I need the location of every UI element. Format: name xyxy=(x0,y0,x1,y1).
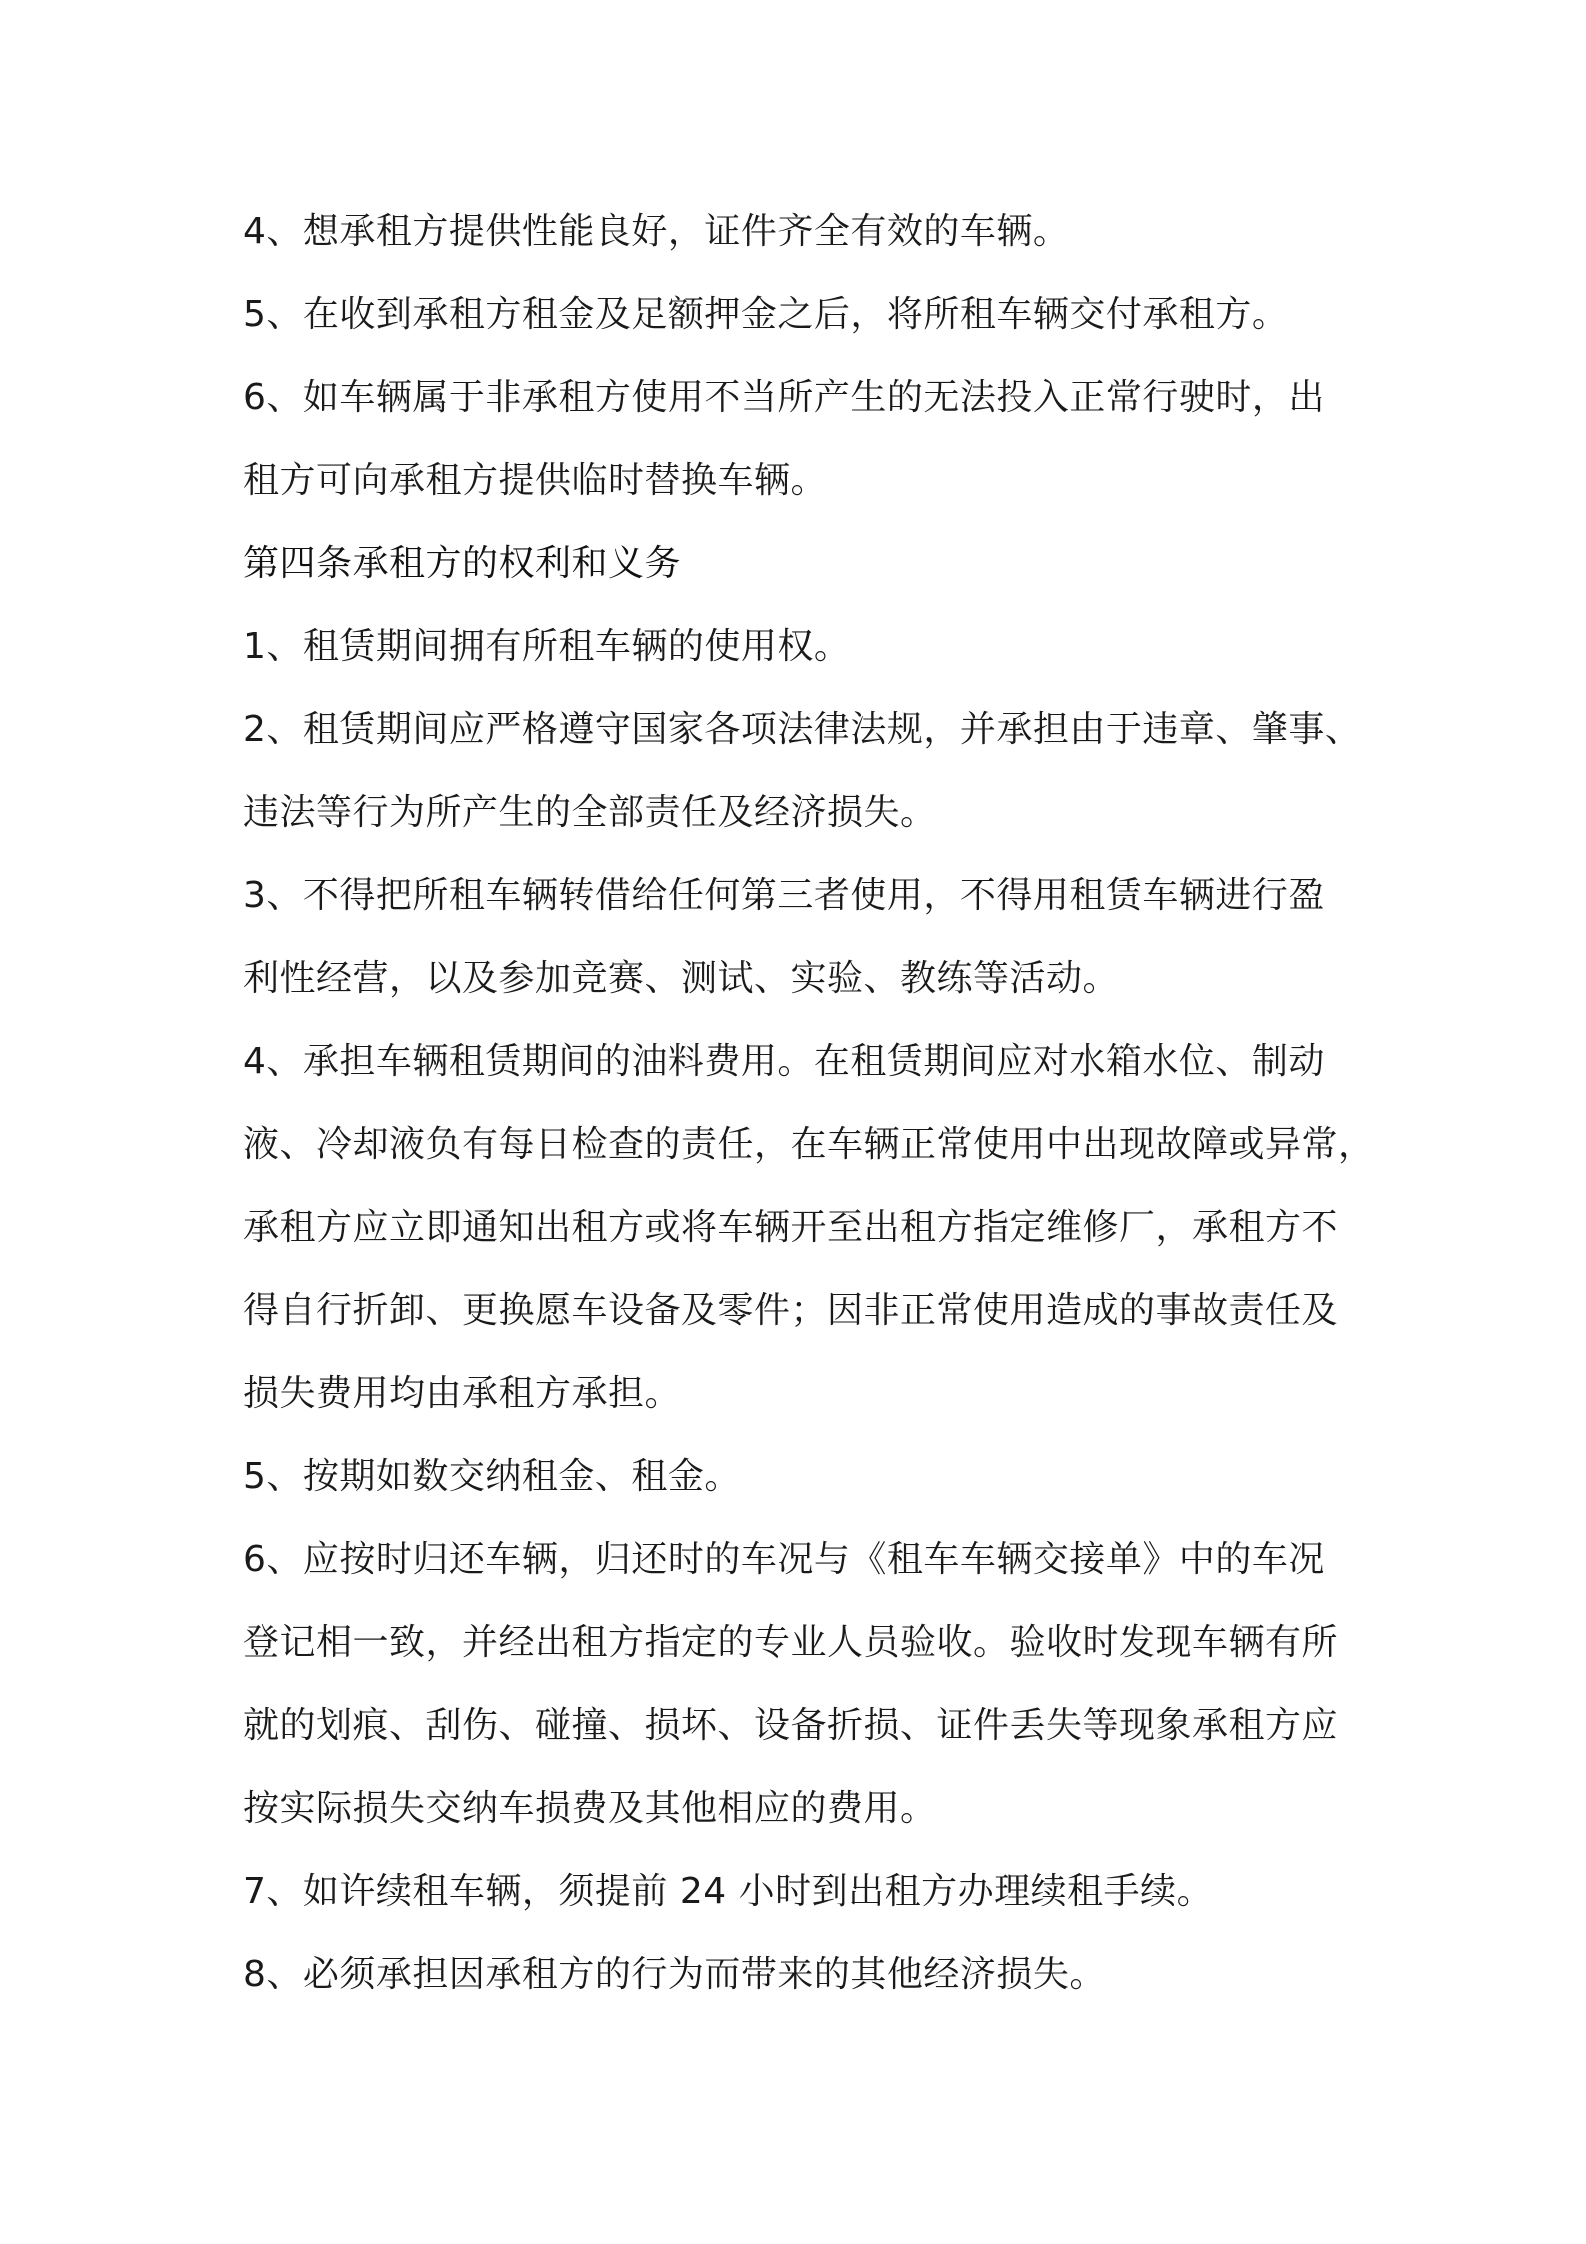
clause-line: 损失费用均由承租方承担。 xyxy=(243,1373,682,1414)
clause-line: 6、应按时归还车辆，归还时的车况与《租车车辆交接单》中的车况 xyxy=(243,1539,1325,1580)
clause-line: 7、如许续租车辆，须提前 24 小时到出租方办理续租手续。 xyxy=(243,1871,1214,1912)
clause-line: 按实际损失交纳车损费及其他相应的费用。 xyxy=(243,1788,937,1829)
clause-line: 5、在收到承租方租金及足额押金之后，将所租车辆交付承租方。 xyxy=(243,294,1289,335)
clause-line: 8、必须承担因承租方的行为而带来的其他经济损失。 xyxy=(243,1954,1106,1995)
clause-line: 利性经营，以及参加竞赛、测试、实验、教练等活动。 xyxy=(243,958,1120,999)
clause-line: 租方可向承租方提供临时替换车辆。 xyxy=(243,460,828,501)
clause-line: 违法等行为所产生的全部责任及经济损失。 xyxy=(243,792,937,833)
clause-line: 液、冷却液负有每日检查的责任，在车辆正常使用中出现故障或异常， xyxy=(243,1124,1375,1165)
clause-line: 4、想承租方提供性能良好，证件齐全有效的车辆。 xyxy=(243,211,1070,252)
clause-line: 就的划痕、刮伤、碰撞、损坏、设备折损、证件丢失等现象承租方应 xyxy=(243,1705,1339,1746)
clause-line: 6、如车辆属于非承租方使用不当所产生的无法投入正常行驶时，出 xyxy=(243,377,1325,418)
clause-line: 登记相一致，并经出租方指定的专业人员验收。验收时发现车辆有所 xyxy=(243,1622,1339,1663)
clause-line: 得自行折卸、更换愿车设备及零件；因非正常使用造成的事故责任及 xyxy=(243,1290,1339,1331)
clause-line: 1、租赁期间拥有所租车辆的使用权。 xyxy=(243,626,851,667)
clause-line: 5、按期如数交纳租金、租金。 xyxy=(243,1456,741,1497)
clause-line: 2、租赁期间应严格遵守国家各项法律法规，并承担由于违章、肇事、 xyxy=(243,709,1362,750)
clause-line: 承租方应立即通知出租方或将车辆开至出租方指定维修厂，承租方不 xyxy=(243,1207,1339,1248)
document-body xyxy=(243,196,1375,2022)
clause-line: 4、承担车辆租赁期间的油料费用。在租赁期间应对水箱水位、制动 xyxy=(243,1041,1325,1082)
clause-line: 3、不得把所租车辆转借给任何第三者使用，不得用租赁车辆进行盈 xyxy=(243,875,1325,916)
section-heading: 第四条承租方的权利和义务 xyxy=(243,543,682,584)
